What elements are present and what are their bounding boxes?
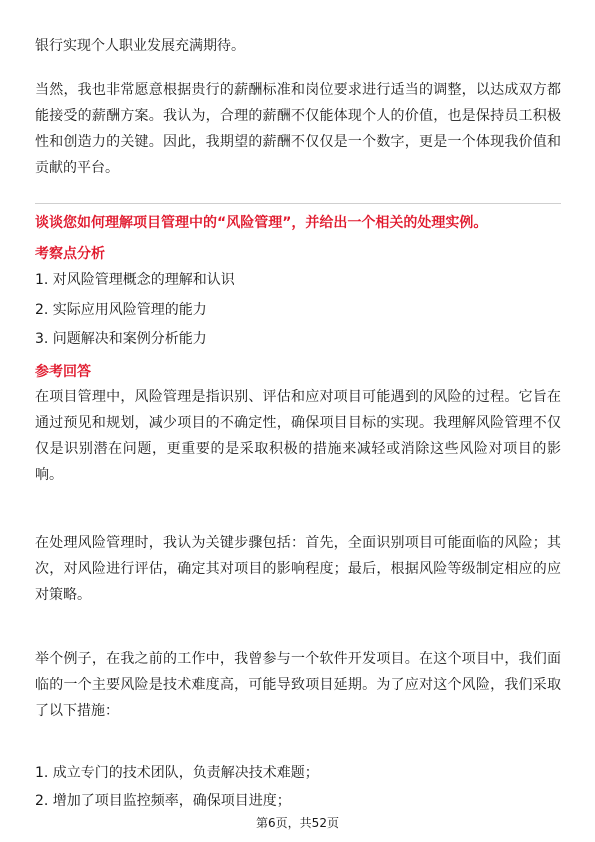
page-number: 第6页，共52页 (256, 816, 339, 830)
answer-paragraph-3: 举个例子，在我之前的工作中，我曾参与一个软件开发项目。在这个项目中，我们面临的一个主要风险是技术难度高，可能导致项目延期。为了应对这个风险，我们采取了以下措施： (35, 651, 561, 719)
answer-paragraph-1: 在项目管理中，风险管理是指识别、评估和应对项目可能遇到的风险的过程。它旨在通过预见和规划，减少项目的不确定性，确保项目目标的实现。我理解风险管理不仅仅是识别潜在问题，更重要的是采取积极的措施来减轻或消除这些风险对项目的影响。 (35, 389, 561, 483)
intro-paragraph-1: 银行实现个人职业发展充满期待。 (35, 38, 245, 54)
section-divider (35, 203, 561, 204)
analysis-item: 1. 对风险管理概念的理解和认识 (35, 272, 235, 288)
analysis-item: 2. 实际应用风险管理的能力 (35, 302, 207, 318)
analysis-heading: 考察点分析 (35, 246, 105, 262)
analysis-item: 3. 问题解决和案例分析能力 (35, 331, 207, 347)
answer-step: 1. 成立专门的技术团队，负责解决技术难题； (35, 765, 319, 781)
question-title: 谈谈您如何理解项目管理中的“风险管理”，并给出一个相关的处理实例。 (35, 215, 488, 231)
intro-paragraph-2: 当然，我也非常愿意根据贵行的薪酬标准和岗位要求进行适当的调整，以达成双方都能接受的薪酬方案。我认为，合理的薪酬不仅能体现个人的价值，也是保持员工积极性和创造力的关键。因此，我期望的薪酬不仅仅是一个数字，更是一个体现我价值和贡献的平台。 (35, 82, 561, 176)
answer-step: 2. 增加了项目监控频率，确保项目进度； (35, 793, 291, 809)
answer-paragraph-2: 在处理风险管理时，我认为关键步骤包括：首先，全面识别项目可能面临的风险；其次，对风险进行评估，确定其对项目的影响程度；最后，根据风险等级制定相应的应对策略。 (35, 535, 561, 603)
answer-heading: 参考回答 (35, 364, 91, 380)
